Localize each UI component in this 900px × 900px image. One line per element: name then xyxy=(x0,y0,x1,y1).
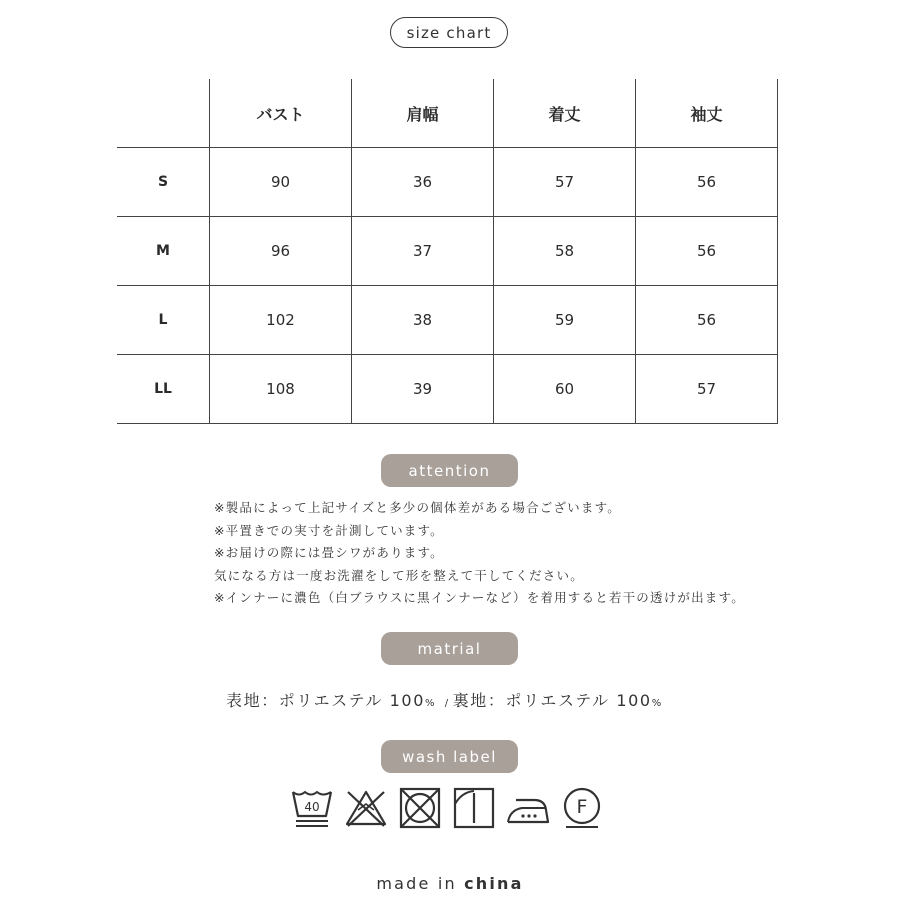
table-row xyxy=(117,217,778,286)
table-row xyxy=(117,355,778,424)
attention-heading: attention xyxy=(381,454,518,487)
table-cell: 56 xyxy=(636,217,778,286)
note-line: ※平置きでの実寸を計測しています。 xyxy=(214,522,444,538)
origin-country: china xyxy=(464,874,524,893)
lining-fabric: 裏地：ポリエステル 100 xyxy=(452,691,652,710)
material-line xyxy=(226,688,706,711)
table-row xyxy=(117,286,778,355)
percent-sign: % xyxy=(425,698,436,709)
size-table xyxy=(117,79,778,424)
line-dry-icon xyxy=(452,786,496,830)
size-label: LL xyxy=(117,355,210,424)
note-line: ※製品によって上記サイズと多少の個体差がある場合ございます。 xyxy=(214,500,621,515)
table-cell: 108 xyxy=(210,355,352,424)
size-label: M xyxy=(117,217,210,286)
size-label: L xyxy=(117,286,210,355)
table-row xyxy=(117,148,778,217)
wash-40-icon xyxy=(290,786,334,830)
column-header: バスト xyxy=(210,79,352,148)
table-cell: 102 xyxy=(210,286,352,355)
table-header-row xyxy=(117,79,778,148)
no-bleach-icon xyxy=(344,786,388,830)
table-corner xyxy=(117,79,210,148)
column-header: 袖丈 xyxy=(636,79,778,148)
origin-text xyxy=(0,874,900,893)
table-cell: 60 xyxy=(494,355,636,424)
material-heading: matrial xyxy=(381,632,518,665)
dryclean-letter: F xyxy=(576,796,588,818)
wash-icons xyxy=(290,786,604,830)
column-header: 着丈 xyxy=(494,79,636,148)
table-cell: 58 xyxy=(494,217,636,286)
table-cell: 96 xyxy=(210,217,352,286)
table-cell: 56 xyxy=(636,148,778,217)
table-cell: 37 xyxy=(352,217,494,286)
no-tumble-dry-icon xyxy=(398,786,442,830)
wash-label-heading: wash label xyxy=(381,740,518,773)
percent-sign: % xyxy=(651,698,662,709)
note-line: ※インナーに濃色（白ブラウスに黒インナーなど）を着用すると若干の透けが出ます。 xyxy=(214,590,745,606)
table-cell: 36 xyxy=(352,148,494,217)
table-cell: 90 xyxy=(210,148,352,217)
table-cell: 59 xyxy=(494,286,636,355)
wash-temperature: 40 xyxy=(304,800,320,814)
size-label: S xyxy=(117,148,210,217)
table-cell: 57 xyxy=(494,148,636,217)
note-line: ※お届けの際には畳シワがあります。 xyxy=(214,545,444,561)
table-cell: 57 xyxy=(636,355,778,424)
iron-low-icon xyxy=(506,786,550,830)
attention-notes xyxy=(214,497,814,610)
note-line: 気になる方は一度お洗濯をして形を整えて干してください。 xyxy=(214,567,584,583)
origin-prefix: made in xyxy=(376,874,465,893)
size-chart-title: size chart xyxy=(390,17,508,48)
outer-fabric: 表地：ポリエステル 100 xyxy=(226,691,425,710)
column-header: 肩幅 xyxy=(352,79,494,148)
table-cell: 56 xyxy=(636,286,778,355)
dry-clean-f-icon xyxy=(560,786,604,830)
table-cell: 38 xyxy=(352,286,494,355)
table-cell: 39 xyxy=(352,355,494,424)
separator: / xyxy=(444,698,450,709)
